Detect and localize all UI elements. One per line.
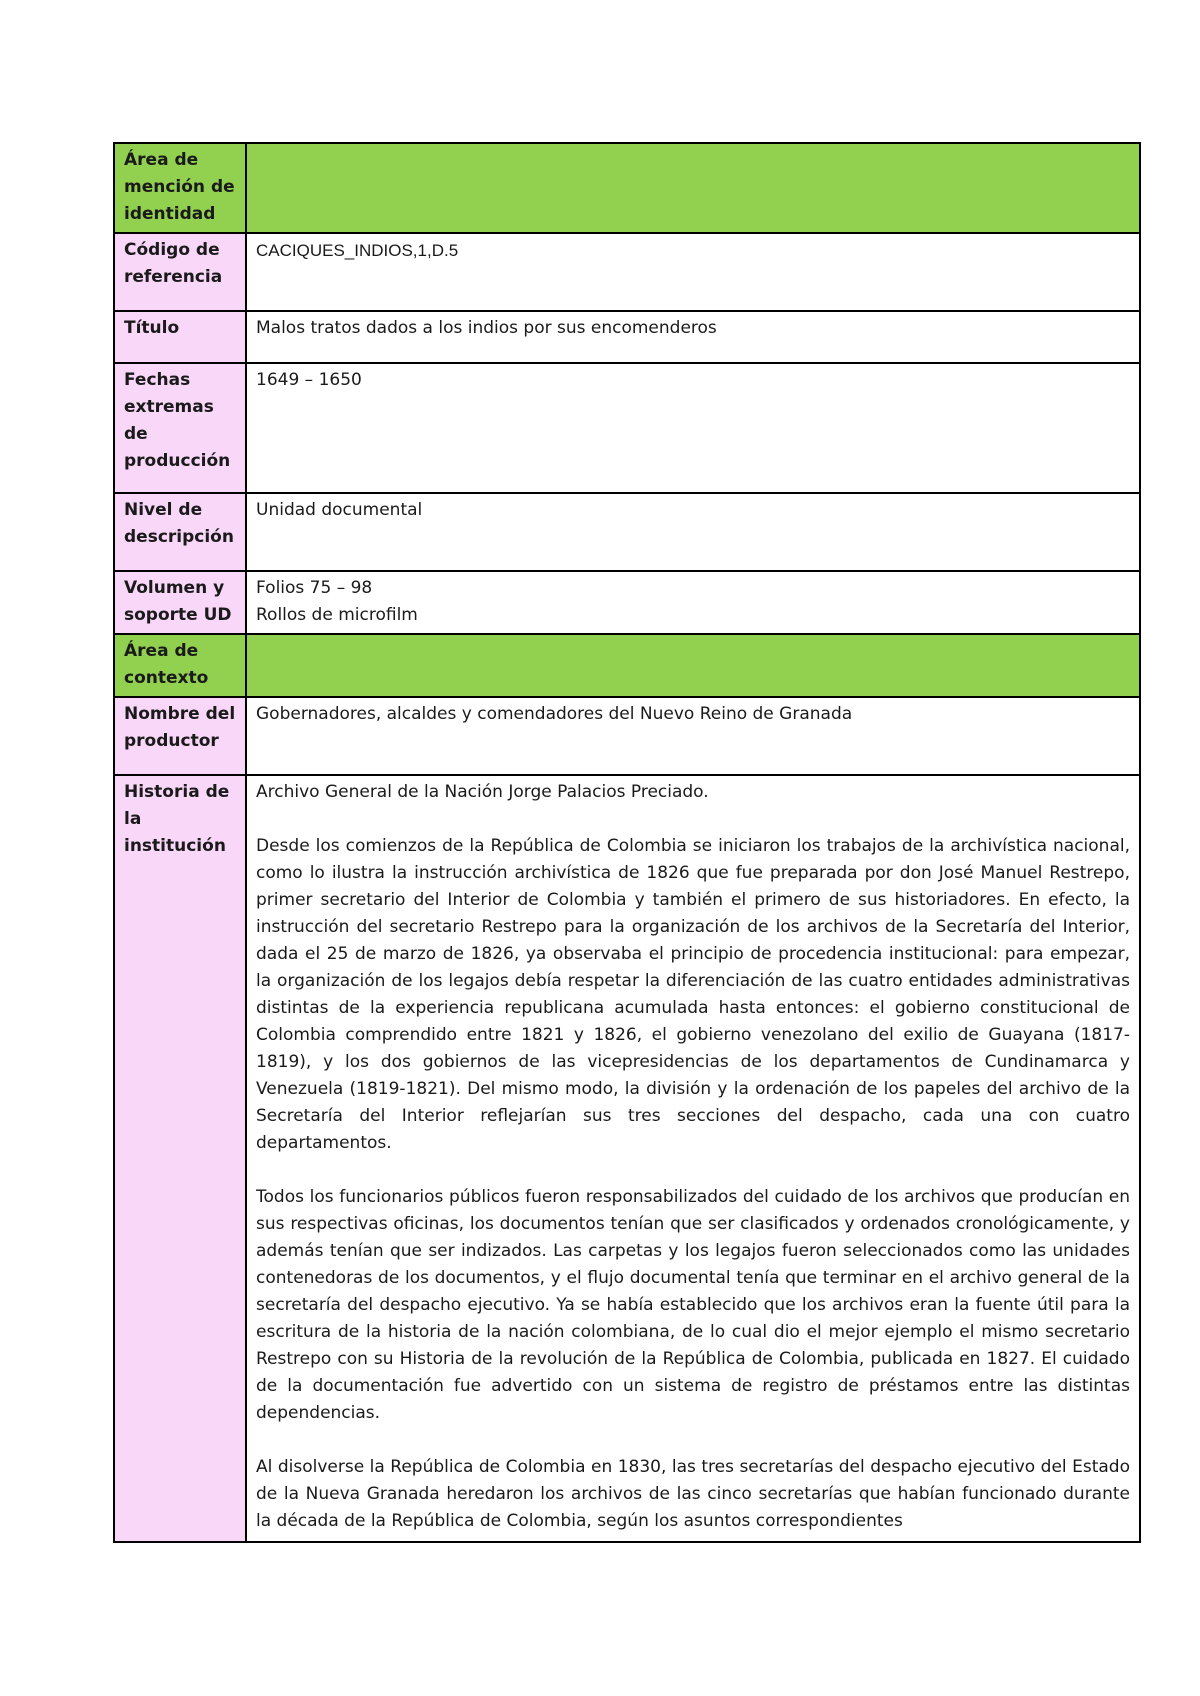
history-value <box>246 775 1140 1542</box>
producer-row <box>114 697 1140 775</box>
archival-description-table <box>113 142 1141 1543</box>
history-heading: Archivo General de la Nación Jorge Palacios Preciado. <box>256 782 709 802</box>
history-paragraph-2: Todos los funcionarios públicos fueron responsabilizados del cuidado de los archivos que producían en sus respectivas oficinas, los documentos tenían que ser clasificados y ordenados cronológicamente, y además tenían que ser indizados. Las carpetas y los legajos fueron seleccionados como las unidades contenedoras de los documentos, y el flujo documental tenía que terminar en el archivo general de la secretaría del despacho ejecutivo. Ya se había establecido que los archivos eran la fuente útil para la escritura de la historia de la nación colombiana, de lo cual dio el mejor ejemplo el mismo secretario Restrepo con su Historia de la revolución de la República de Colombia, publicada en 1827. El cuidado de la documentación fue advertido con un sistema de registro de préstamos entre las distintas dependencias. <box>256 1187 1130 1423</box>
title-label: Título <box>114 311 246 363</box>
title-row <box>114 311 1140 363</box>
dates-label: Fechas extremas de producción <box>114 363 246 493</box>
context-section-label: Área de contexto <box>114 634 246 697</box>
context-section-value <box>246 634 1140 697</box>
volume-label: Volumen y soporte UD <box>114 571 246 634</box>
level-row <box>114 493 1140 571</box>
history-paragraph-1: Desde los comienzos de la República de Colombia se iniciaron los trabajos de la archivística nacional, como lo ilustra la instrucción archivística de 1826 que fue preparada por don José Manuel Restrepo, primer secretario del Interior de Colombia y también el primero de sus historiadores. En efecto, la instrucción del secretario Restrepo para la organización de los archivos de la Secretaría del Interior, dada el 25 de marzo de 1826, ya observaba el principio de procedencia institucional: para empezar, la organización de los legajos debía respetar la diferenciación de las cuatro entidades administrativas distintas de la experiencia republicana acumulada hasta entonces: el gobierno constitucional de Colombia comprendido entre 1821 y 1826, el gobierno venezolano del exilio de Guayana (1817-1819), y los dos gobiernos de las vicepresidencias de los departamentos de Cundinamarca y Venezuela (1819-1821). Del mismo modo, la división y la ordenación de los papeles del archivo de la Secretaría del Interior reflejarían sus tres secciones del despacho, cada una con cuatro departamentos. <box>256 836 1130 1153</box>
reference-code-row <box>114 233 1140 311</box>
dates-row <box>114 363 1140 493</box>
dates-value: 1649 – 1650 <box>246 363 1140 493</box>
producer-label: Nombre del productor <box>114 697 246 775</box>
context-section-row <box>114 634 1140 697</box>
identity-section-value <box>246 143 1140 233</box>
volume-value <box>246 571 1140 634</box>
volume-folios: Folios 75 – 98 <box>256 578 373 598</box>
level-value: Unidad documental <box>246 493 1140 571</box>
title-value: Malos tratos dados a los indios por sus encomenderos <box>246 311 1140 363</box>
reference-code-label: Código de referencia <box>114 233 246 311</box>
identity-section-label: Área de mención de identidad <box>114 143 246 233</box>
level-label: Nivel de descripción <box>114 493 246 571</box>
volume-support: Rollos de microfilm <box>256 605 418 625</box>
volume-row <box>114 571 1140 634</box>
history-label: Historia de la institución <box>114 775 246 1542</box>
history-row <box>114 775 1140 1542</box>
producer-value: Gobernadores, alcaldes y comendadores del Nuevo Reino de Granada <box>246 697 1140 775</box>
history-paragraph-3: Al disolverse la República de Colombia en 1830, las tres secretarías del despacho ejecutivo del Estado de la Nueva Granada heredaron los archivos de las cinco secretarías que habían funcionado durante la década de la República de Colombia, según los asuntos correspondientes <box>256 1457 1130 1531</box>
reference-code-value: CACIQUES_INDIOS,1,D.5 <box>246 233 1140 311</box>
identity-section-row <box>114 143 1140 233</box>
